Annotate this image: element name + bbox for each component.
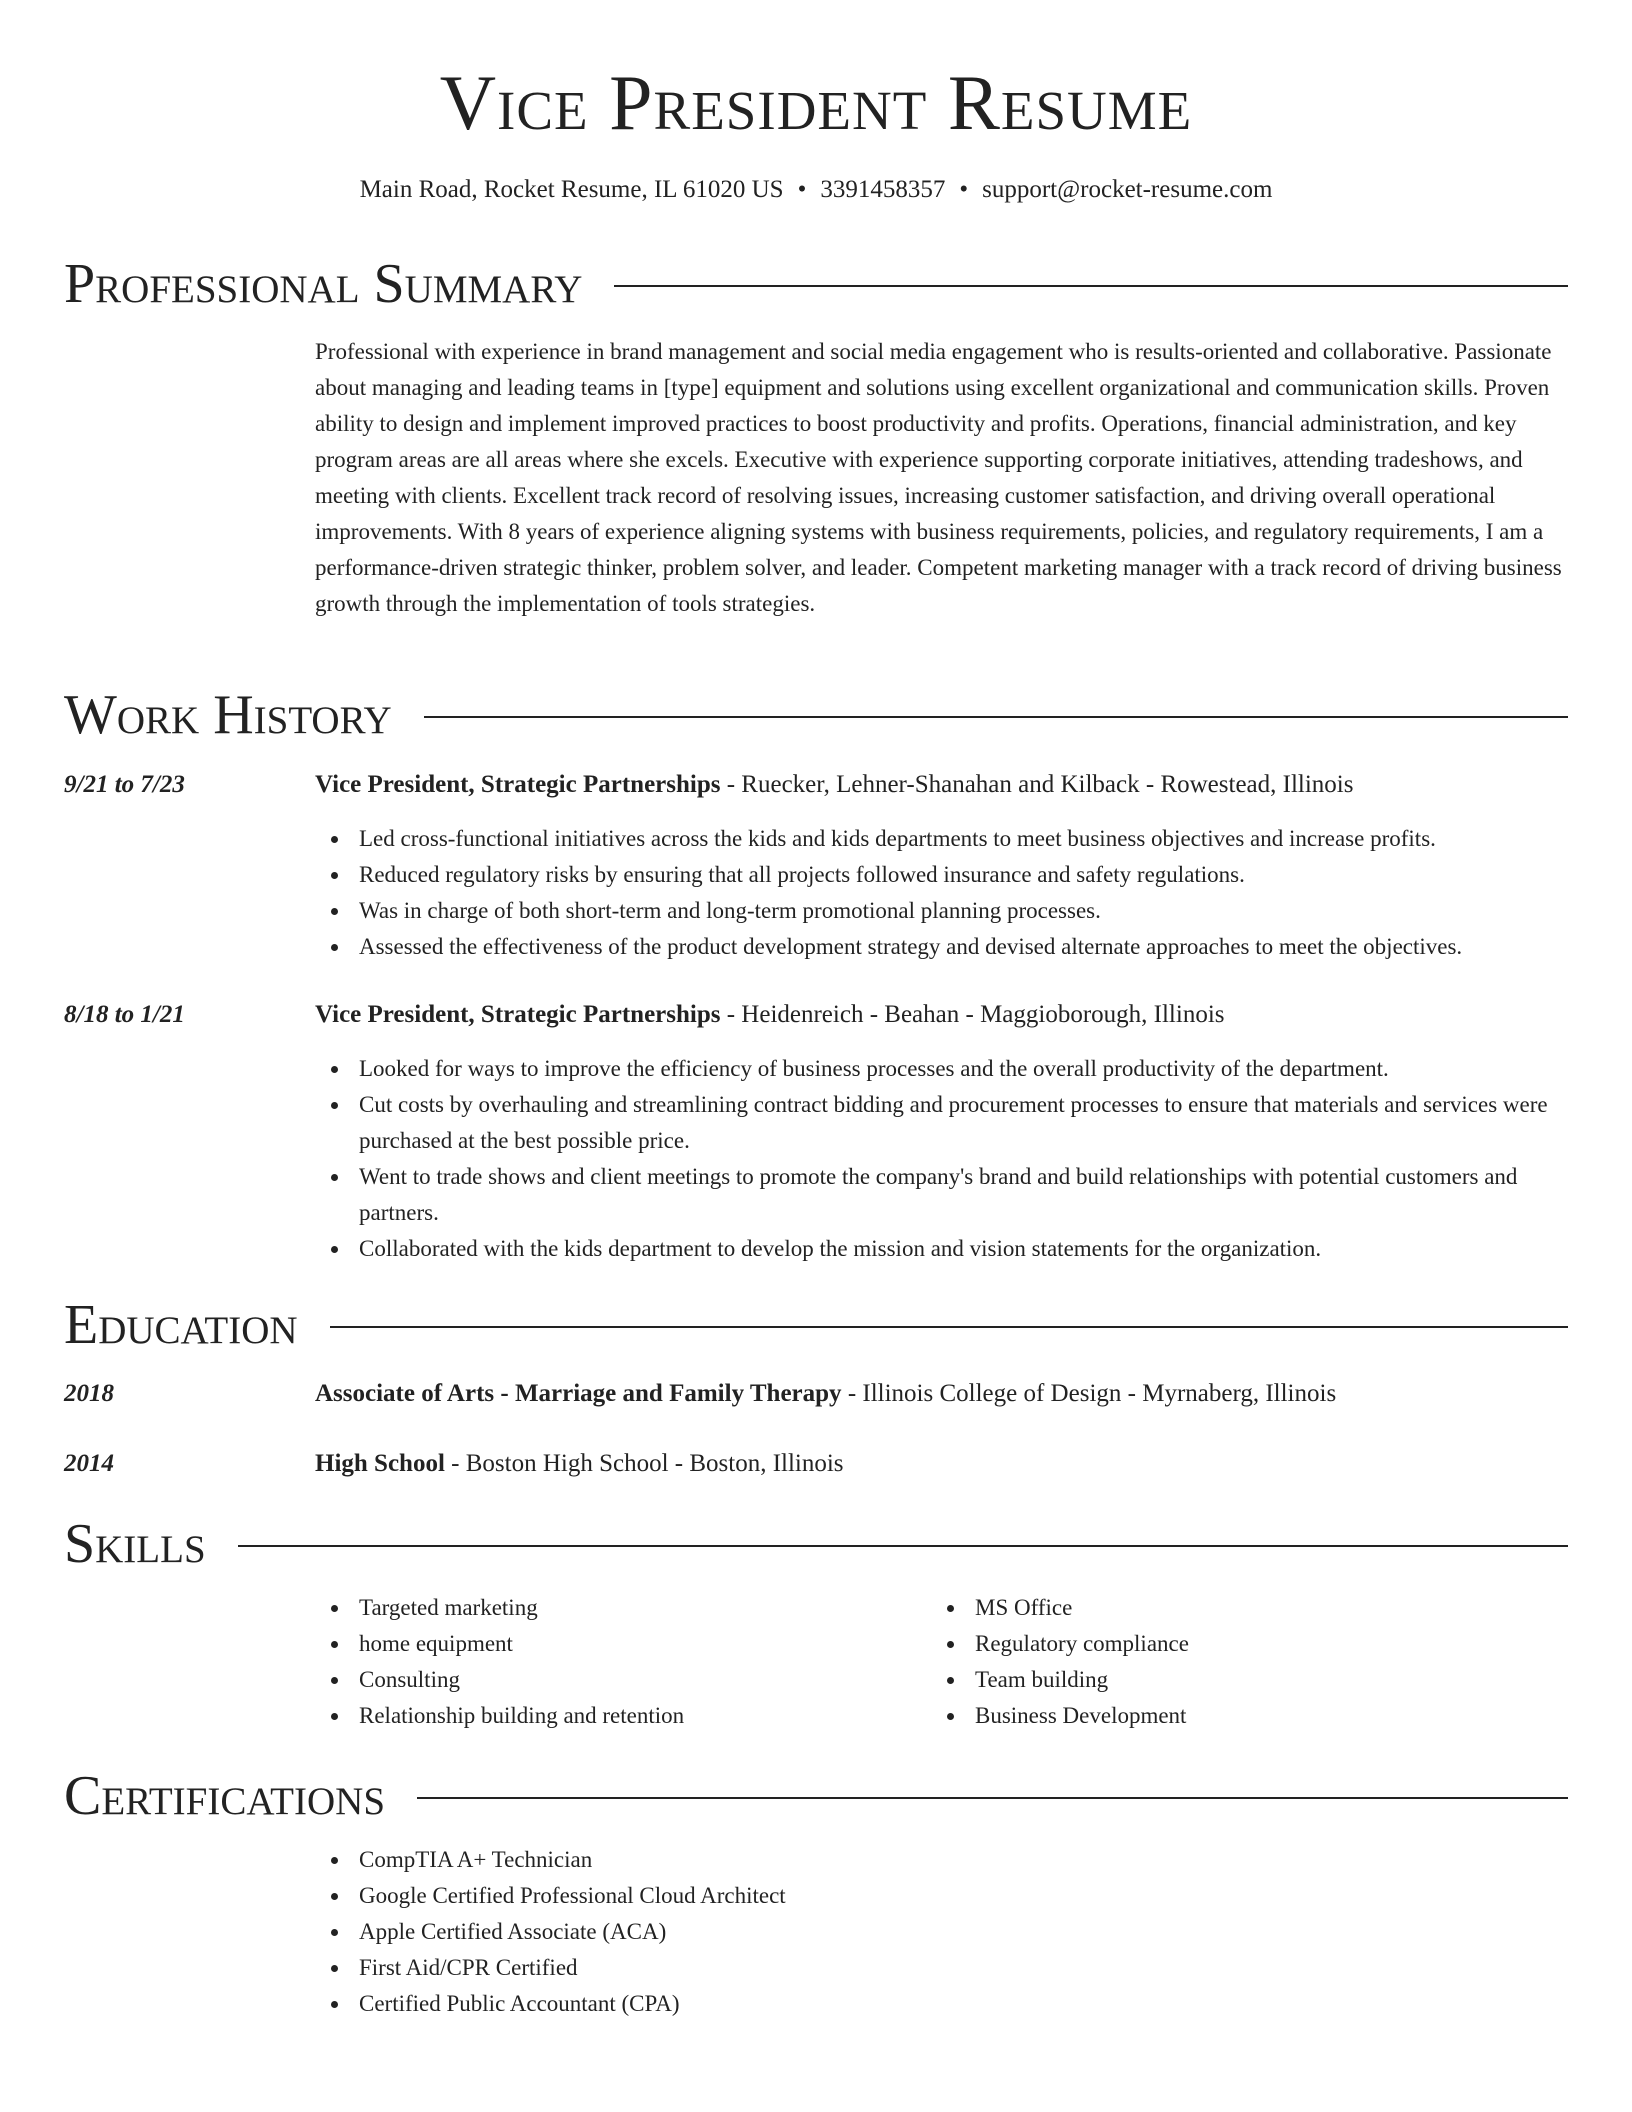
summary-section-header — [64, 252, 1568, 316]
skill-item: home equipment — [315, 1626, 931, 1662]
job-employer: - Ruecker, Lehner-Shanahan and Kilback - Rowestead, Illinois — [720, 771, 1354, 798]
job-heading-line — [315, 767, 1568, 803]
job-bullet: Reduced regulatory risks by ensuring that all projects followed insurance and safety regulations. — [315, 857, 1568, 893]
job-employer: - Heidenreich - Beahan - Maggioborough, Illinois — [720, 1001, 1225, 1028]
job-dates: 9/21 to 7/23 — [64, 771, 185, 798]
skills-column-left — [315, 1590, 931, 1734]
certifications-section-header — [64, 1764, 1568, 1828]
job-bullet: Collaborated with the kids department to develop the mission and vision statements for the organization. — [315, 1231, 1568, 1267]
skills-list — [315, 1590, 1568, 1734]
skill-item: Relationship building and retention — [315, 1698, 931, 1734]
certification-item: Apple Certified Associate (ACA) — [315, 1914, 1568, 1950]
job-bullet: Led cross-functional initiatives across the kids and kids departments to meet business objectives and increase profits. — [315, 821, 1568, 857]
contact-separator: • — [797, 176, 807, 203]
education-year: 2014 — [64, 1450, 114, 1477]
job-entry — [315, 767, 1568, 965]
job-bullets — [315, 1051, 1568, 1267]
skill-item: Regulatory compliance — [931, 1626, 1547, 1662]
job-entry — [315, 997, 1568, 1267]
work-section-header — [64, 683, 1568, 747]
job-bullet: Went to trade shows and client meetings to promote the company's brand and build relationships with potential customers and partners. — [315, 1159, 1568, 1231]
job-bullets — [315, 821, 1568, 965]
job-bullet: Looked for ways to improve the efficiency of business processes and the overall productivity of the department. — [315, 1051, 1568, 1087]
skill-item: Business Development — [931, 1698, 1547, 1734]
education-school: - Boston High School - Boston, Illinois — [444, 1450, 844, 1477]
skill-item: Team building — [931, 1662, 1547, 1698]
job-bullet: Cut costs by overhauling and streamlining contract bidding and procurement processes to ensure that materials and services were purchased at the best possible price. — [315, 1087, 1568, 1159]
section-divider — [424, 716, 1568, 718]
certification-item: CompTIA A+ Technician — [315, 1842, 1568, 1878]
contact-address: Main Road, Rocket Resume, IL 61020 US — [359, 176, 784, 203]
skill-item: Targeted marketing — [315, 1590, 931, 1626]
education-entry — [315, 1376, 1568, 1412]
certifications-list — [315, 1842, 1568, 2022]
summary-heading: Professional Summary — [64, 253, 583, 315]
section-divider — [417, 1797, 1568, 1799]
education-year: 2018 — [64, 1380, 114, 1407]
job-bullet: Assessed the effectiveness of the product development strategy and devised alternate approaches to meet the objectives. — [315, 929, 1568, 965]
job-dates: 8/18 to 1/21 — [64, 1001, 185, 1028]
certification-item: First Aid/CPR Certified — [315, 1950, 1568, 1986]
contact-email: support@rocket-resume.com — [982, 176, 1273, 203]
work-heading: Work History — [64, 684, 392, 746]
resume-title: Vice President Resume — [439, 59, 1193, 146]
skills-heading: Skills — [64, 1513, 206, 1575]
summary-text: Professional with experience in brand management and social media engagement who is results-oriented and collaborative. Passionate about managing and leading teams in [type] equipment and solutions using excellent organizational and communication skills. Proven ability to design and implement improved practices to boost productivity and profits. Operations, financial administration, and key program areas are all areas where she excels. Executive with experience supporting corporate initiatives, attending tradeshows, and meeting with clients. Excellent track record of resolving issues, increasing customer satisfaction, and driving overall operational improvements. With 8 years of experience aligning systems with business requirements, policies, and regulatory requirements, I am a performance-driven strategic thinker, problem solver, and leader. Competent marketing manager with a track record of driving business growth through the implementation of tools strategies. — [315, 339, 1562, 616]
education-degree: High School — [315, 1450, 445, 1477]
job-title: Vice President, Strategic Partnerships — [315, 771, 721, 798]
education-section-header — [64, 1293, 1568, 1357]
contact-separator: • — [959, 176, 969, 203]
contact-line — [64, 172, 1568, 208]
contact-phone: 3391458357 — [820, 176, 946, 203]
job-bullet: Was in charge of both short-term and long-term promotional planning processes. — [315, 893, 1568, 929]
skill-item: MS Office — [931, 1590, 1547, 1626]
education-heading: Education — [64, 1294, 298, 1356]
certification-item: Certified Public Accountant (CPA) — [315, 1986, 1568, 2022]
education-degree: Associate of Arts - Marriage and Family Therapy — [315, 1380, 842, 1407]
education-entry — [315, 1446, 1568, 1482]
job-heading-line — [315, 997, 1568, 1033]
certification-item: Google Certified Professional Cloud Architect — [315, 1878, 1568, 1914]
skill-item: Consulting — [315, 1662, 931, 1698]
section-divider — [614, 285, 1568, 287]
certifications-heading: Certifications — [64, 1765, 386, 1827]
job-title: Vice President, Strategic Partnerships — [315, 1001, 721, 1028]
section-divider — [238, 1545, 1568, 1547]
skills-section-header — [64, 1512, 1568, 1576]
education-school: - Illinois College of Design - Myrnaberg, Illinois — [841, 1380, 1337, 1407]
skills-column-right — [931, 1590, 1547, 1734]
section-divider — [330, 1326, 1568, 1328]
